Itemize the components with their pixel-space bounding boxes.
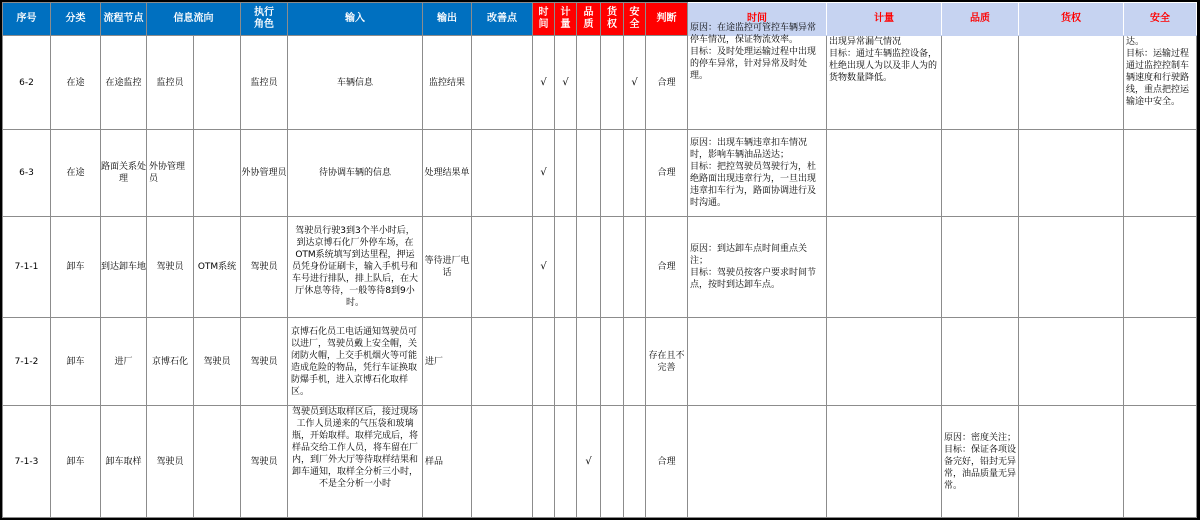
table-row bbox=[3, 36, 1197, 130]
header-check-quality: 品 质 bbox=[577, 3, 601, 36]
cell-input-text: 驾驶员到达取样区后，接过现场工作人员递来的气压袋和玻璃瓶，开始取样。取样完成后，将样品交给工作人员，将车留在厂内，到厂外大厅等待取样结果和卸车通知，取样全分析三小时，不是全分析一小时 bbox=[291, 407, 418, 489]
cell-check-quality[interactable] bbox=[577, 217, 601, 318]
header-input: 输入 bbox=[288, 3, 423, 36]
cell-judge[interactable]: 合理 bbox=[646, 217, 688, 318]
header-safety: 安全 bbox=[1124, 3, 1197, 36]
header-category: 分类 bbox=[51, 3, 101, 36]
cell-measure-detail[interactable] bbox=[827, 217, 942, 318]
cell-check-measure[interactable] bbox=[555, 130, 577, 217]
cell-check-owner[interactable] bbox=[601, 130, 624, 217]
cell-input-text: 待协调车辆的信息 bbox=[318, 168, 391, 178]
cell-role[interactable]: 驾驶员 bbox=[241, 406, 288, 518]
cell-improve[interactable] bbox=[472, 217, 533, 318]
cell-flow-from[interactable]: 外协管理员 bbox=[147, 130, 194, 217]
cell-node[interactable]: 到达卸车地 bbox=[101, 217, 147, 318]
cell-output[interactable]: 等待进厂电话 bbox=[423, 217, 472, 318]
cell-check-safety[interactable] bbox=[624, 406, 646, 518]
table-row bbox=[3, 318, 1197, 406]
cell-role[interactable]: 监控员 bbox=[241, 36, 288, 130]
cell-check-owner[interactable] bbox=[601, 406, 624, 518]
process-table bbox=[2, 2, 1197, 518]
header-check-time: 时 间 bbox=[533, 3, 555, 36]
table-row bbox=[3, 217, 1197, 318]
cell-role[interactable]: 驾驶员 bbox=[241, 318, 288, 406]
cell-time-detail[interactable] bbox=[688, 318, 827, 406]
header-seq: 序号 bbox=[3, 3, 51, 36]
table-row bbox=[3, 406, 1197, 518]
cell-check-time[interactable] bbox=[533, 318, 555, 406]
cell-flow-from[interactable]: 驾驶员 bbox=[147, 217, 194, 318]
header-check-owner: 货 权 bbox=[601, 3, 624, 36]
cell-quality-detail[interactable] bbox=[942, 130, 1019, 217]
cell-safety-detail[interactable] bbox=[1124, 217, 1197, 318]
cell-quality-detail[interactable] bbox=[942, 318, 1019, 406]
header-measure: 计量 bbox=[827, 3, 942, 36]
cell-judge[interactable]: 合理 bbox=[646, 130, 688, 217]
cell-category[interactable]: 在途 bbox=[51, 36, 101, 130]
header-quality: 品质 bbox=[942, 3, 1019, 36]
cell-seq[interactable]: 6-2 bbox=[3, 36, 51, 130]
cell-category[interactable]: 在途 bbox=[51, 130, 101, 217]
cell-safety-detail[interactable] bbox=[1124, 318, 1197, 406]
cell-category[interactable]: 卸车 bbox=[51, 318, 101, 406]
header-check-measure: 计 量 bbox=[555, 3, 577, 36]
cell-flow-to[interactable] bbox=[194, 36, 241, 130]
cell-safety-detail[interactable] bbox=[1124, 36, 1197, 130]
header-output: 输出 bbox=[423, 3, 472, 36]
cell-output[interactable]: 监控结果 bbox=[423, 36, 472, 130]
cell-improve[interactable] bbox=[472, 406, 533, 518]
cell-check-safety[interactable] bbox=[624, 130, 646, 217]
cell-category[interactable]: 卸车 bbox=[51, 217, 101, 318]
cell-check-quality[interactable] bbox=[577, 36, 601, 130]
cell-check-time[interactable]: √ bbox=[533, 130, 555, 217]
cell-time-detail[interactable] bbox=[688, 130, 827, 217]
header-owner: 货权 bbox=[1019, 3, 1124, 36]
cell-flow-from[interactable]: 驾驶员 bbox=[147, 406, 194, 518]
cell-flow-to[interactable] bbox=[194, 406, 241, 518]
cell-measure-detail[interactable] bbox=[827, 318, 942, 406]
cell-time-detail[interactable] bbox=[688, 406, 827, 518]
cell-input-text: 驾驶员行驶3到3个半小时后，到达京博石化厂外停车场，在OTM系统填写到达里程，押运员凭身份证刷卡，输入手机号和车号进行排队，排上队后，在大厅休息等待，一般等待8到9小时。 bbox=[291, 226, 418, 308]
cell-check-safety[interactable]: √ bbox=[624, 36, 646, 130]
cell-improve[interactable] bbox=[472, 318, 533, 406]
cell-node[interactable]: 路面关系处理 bbox=[101, 130, 147, 217]
cell-quality-detail-text: 原因：密度关注； 目标：保证各项设备完好，铅封无异常，油品质量无异常。 bbox=[944, 432, 1017, 491]
cell-input-text: 京博石化员工电话通知驾驶员可以进厂，驾驶员戴上安全帽，关闭防火帽，上交手机烟火等可能造成危险的物品，凭行车证换取防爆手机，进入京博石化取样区。 bbox=[291, 326, 418, 397]
cell-check-safety[interactable] bbox=[624, 318, 646, 406]
cell-input[interactable] bbox=[288, 406, 423, 518]
cell-safety-detail[interactable] bbox=[1124, 130, 1197, 217]
cell-measure-detail[interactable] bbox=[827, 36, 942, 130]
cell-check-time[interactable] bbox=[533, 406, 555, 518]
cell-time-detail-text: 原因：出现车辆违章扣车情况时，影响车辆油品送达； 目标：把控驾驶员驾驶行为，杜绝路面出现违章行为，一旦出现违章扣车行为，路面协调进行及时沟通。 bbox=[690, 138, 817, 208]
cell-flow-from[interactable]: 监控员 bbox=[147, 36, 194, 130]
cell-node[interactable]: 进厂 bbox=[101, 318, 147, 406]
cell-node[interactable]: 卸车取样 bbox=[101, 406, 147, 518]
cell-role[interactable]: 外协管理员 bbox=[241, 130, 288, 217]
cell-check-owner[interactable] bbox=[601, 217, 624, 318]
cell-time-detail-text: 原因：到达卸车点时间重点关注； 目标：驾驶员按客户要求时间节点，按时到达卸车点。 bbox=[690, 244, 817, 290]
cell-judge[interactable]: 存在且不完善 bbox=[646, 318, 688, 406]
cell-owner-detail[interactable] bbox=[1019, 217, 1124, 318]
cell-judge[interactable]: 合理 bbox=[646, 36, 688, 130]
cell-check-owner[interactable] bbox=[601, 318, 624, 406]
cell-seq[interactable]: 7-1-2 bbox=[3, 318, 51, 406]
cell-role[interactable]: 驾驶员 bbox=[241, 217, 288, 318]
cell-owner-detail[interactable] bbox=[1019, 36, 1124, 130]
cell-seq[interactable]: 7-1-1 bbox=[3, 217, 51, 318]
cell-check-measure[interactable]: √ bbox=[555, 36, 577, 130]
cell-check-safety[interactable] bbox=[624, 217, 646, 318]
table-row bbox=[3, 130, 1197, 217]
cell-measure-detail[interactable] bbox=[827, 130, 942, 217]
cell-flow-from[interactable]: 京博石化 bbox=[147, 318, 194, 406]
cell-flow-to[interactable] bbox=[194, 130, 241, 217]
header-judge: 判断 bbox=[646, 3, 688, 36]
header-row bbox=[3, 3, 1197, 36]
cell-time-detail-text: 原因：在途监控可管控车辆异常停车情况，保证物流效率。 目标：及时处理运输过程中出现的停车异常，针对异常及时处理。 bbox=[690, 23, 817, 81]
cell-measure-detail-text: 出现异常漏气情况 目标：通过车辆监控设备，杜绝出现人为以及非人为的货物数量降低。 bbox=[829, 37, 938, 83]
cell-judge[interactable]: 合理 bbox=[646, 406, 688, 518]
cell-seq[interactable]: 6-3 bbox=[3, 130, 51, 217]
header-role: 执行 角色 bbox=[241, 3, 288, 36]
header-info-flow: 信息流向 bbox=[147, 3, 241, 36]
cell-quality-detail[interactable] bbox=[942, 36, 1019, 130]
cell-owner-detail[interactable] bbox=[1019, 130, 1124, 217]
cell-time-detail[interactable] bbox=[688, 217, 827, 318]
cell-check-time[interactable]: √ bbox=[533, 36, 555, 130]
cell-check-measure[interactable] bbox=[555, 318, 577, 406]
cell-input[interactable] bbox=[288, 318, 423, 406]
header-time: 时间 bbox=[688, 3, 827, 36]
cell-safety-detail-text: 达。 目标：运输过程通过监控控制车辆速度和行驶路线，重点把控运输途中安全。 bbox=[1126, 37, 1190, 107]
cell-check-time[interactable]: √ bbox=[533, 217, 555, 318]
cell-quality-detail[interactable] bbox=[942, 217, 1019, 318]
cell-category[interactable]: 卸车 bbox=[51, 406, 101, 518]
cell-improve[interactable] bbox=[472, 36, 533, 130]
cell-input[interactable] bbox=[288, 36, 423, 130]
cell-check-measure[interactable] bbox=[555, 217, 577, 318]
cell-check-measure[interactable] bbox=[555, 406, 577, 518]
cell-owner-detail[interactable] bbox=[1019, 406, 1124, 518]
cell-output[interactable]: 处理结果单 bbox=[423, 130, 472, 217]
cell-flow-to[interactable]: OTM系统 bbox=[194, 217, 241, 318]
header-check-safety: 安 全 bbox=[624, 3, 646, 36]
cell-check-quality[interactable]: √ bbox=[577, 406, 601, 518]
cell-measure-detail[interactable] bbox=[827, 406, 942, 518]
cell-check-owner[interactable] bbox=[601, 36, 624, 130]
cell-input[interactable] bbox=[288, 130, 423, 217]
header-node: 流程节点 bbox=[101, 3, 147, 36]
cell-node[interactable]: 在途监控 bbox=[101, 36, 147, 130]
cell-seq[interactable]: 7-1-3 bbox=[3, 406, 51, 518]
cell-output[interactable]: 进厂 bbox=[423, 318, 472, 406]
cell-input-text: 车辆信息 bbox=[336, 77, 373, 88]
cell-time-detail[interactable] bbox=[688, 23, 827, 130]
cell-check-quality[interactable] bbox=[577, 318, 601, 406]
cell-quality-detail[interactable] bbox=[942, 406, 1019, 518]
cell-input[interactable] bbox=[288, 217, 423, 318]
cell-owner-detail[interactable] bbox=[1019, 318, 1124, 406]
cell-flow-to[interactable]: 驾驶员 bbox=[194, 318, 241, 406]
header-improve: 改善点 bbox=[472, 3, 533, 36]
cell-output[interactable]: 样品 bbox=[423, 406, 472, 518]
cell-check-quality[interactable] bbox=[577, 130, 601, 217]
cell-improve[interactable] bbox=[472, 130, 533, 217]
cell-safety-detail[interactable] bbox=[1124, 406, 1197, 518]
